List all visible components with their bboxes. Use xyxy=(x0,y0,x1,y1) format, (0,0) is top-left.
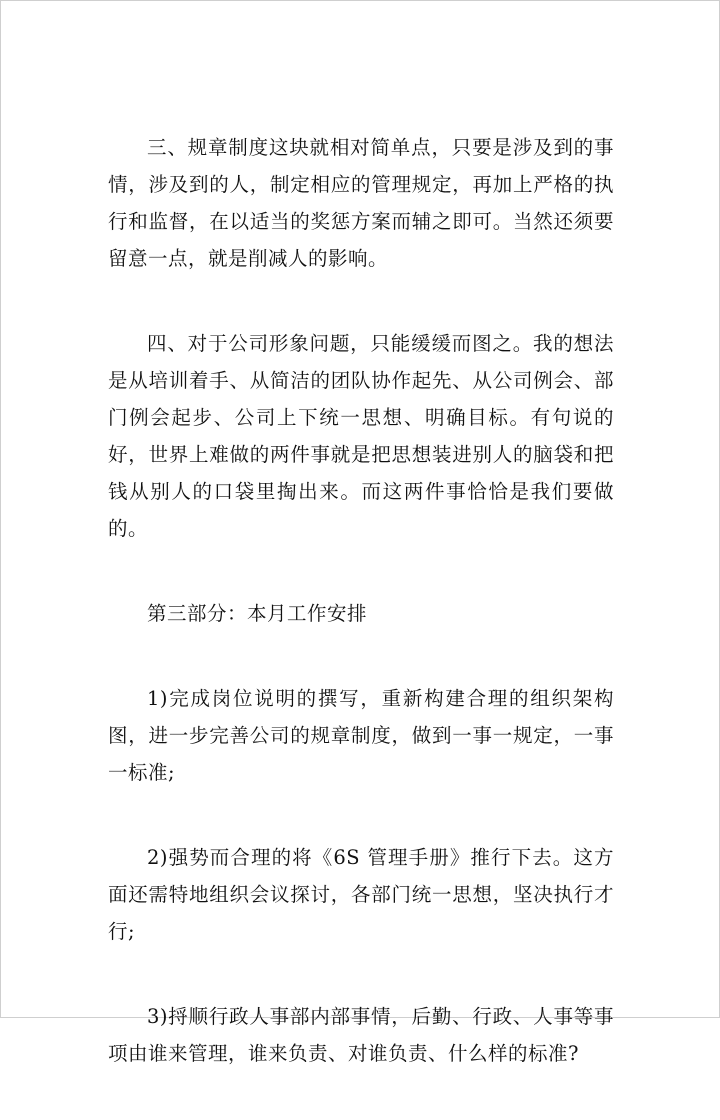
list-item-1: 1)完成岗位说明的撰写，重新构建合理的组织架构图，进一步完善公司的规章制度，做到一事一规定，一事一标准; xyxy=(108,687,614,784)
section-heading-monthly-plan: 第三部分：本月工作安排 xyxy=(147,602,368,625)
list-item-2: 2)强势而合理的将《6S 管理手册》推行下去。这方面还需特地组织会议探讨，各部门统一思想，坚决执行才行; xyxy=(108,846,614,943)
paragraph-rules-system: 三、规章制度这块就相对简单点，只要是涉及到的事情，涉及到的人，制定相应的管理规定，再加上严格的执行和监督，在以适当的奖惩方案而辅之即可。当然还须要留意一点，就是削减人的影响。 xyxy=(108,136,614,270)
document-body xyxy=(108,129,614,1120)
list-item-3: 3)捋顺行政人事部内部事情，后勤、行政、人事等事项由谁来管理，谁来负责、对谁负责、什么样的标准? xyxy=(108,1005,614,1065)
paragraph-company-image: 四、对于公司形象问题，只能缓缓而图之。我的想法是从培训着手、从简洁的团队协作起先、从公司例会、部门例会起步、公司上下统一思想、明确目标。有句说的好，世界上难做的两件事就是把思想装进别人的脑袋和把钱从别人的口袋里掏出来。而这两件事恰恰是我们要做的。 xyxy=(108,332,614,540)
